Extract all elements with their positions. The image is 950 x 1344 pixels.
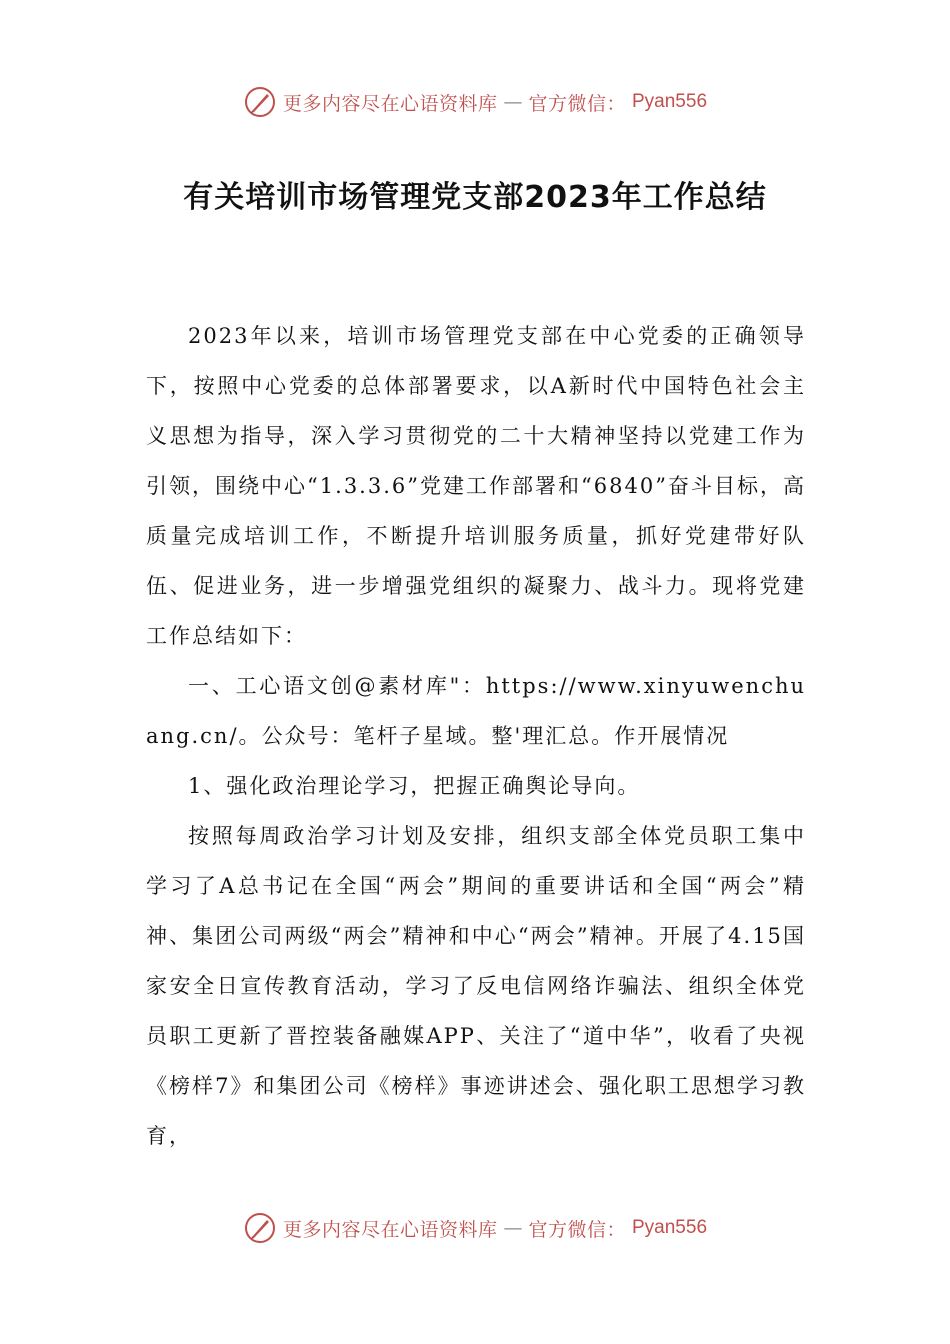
watermark-text: 更多内容尽在心语资料库 (282, 1218, 498, 1241)
watermark-wechat-id: Pyan556 (632, 1217, 708, 1238)
watermark-header (0, 82, 950, 122)
watermark-text: 更多内容尽在心语资料库 (282, 92, 498, 115)
paragraph-subheading: 1、强化政治理论学习，把握正确舆论导向。 (188, 774, 641, 798)
watermark-wechat-id: Pyan556 (632, 91, 708, 112)
watermark-label: 官方微信： (528, 92, 626, 115)
watermark-footer (0, 1208, 950, 1248)
quill-logo-icon (243, 85, 277, 119)
document-body (146, 311, 806, 1161)
watermark-separator: — (503, 1217, 523, 1239)
paragraph-study-details: 按照每周政治学习计划及安排，组织支部全体党员职工集中学习了A总书记在全国“两会”期间的重要讲话和全国“两会”精神、集团公司两级“两会”精神和中心“两会”精神。开展了4.15国家安全日宣传教育活动，学习了反电信网络诈骗法、组织全体党员职工更新了晋控装备融媒APP、关注了“道中华”，收看了央视《榜样7》和集团公司《榜样》事迹讲述会、强化职工思想学习教育， (146, 824, 806, 1148)
page-title: 有关培训市场管理党支部2023年工作总结 (183, 180, 767, 215)
paragraph-intro: 2023年以来，培训市场管理党支部在中心党委的正确领导下，按照中心党委的总体部署要求，以A新时代中国特色社会主义思想为指导，深入学习贯彻党的二十大精神坚持以党建工作为引领，围绕中心“1.3.3.6”党建工作部署和“6840”奋斗目标，高质量完成培训工作，不断提升培训服务质量，抓好党建带好队伍、促进业务，进一步增强党组织的凝聚力、战斗力。现将党建工作总结如下： (146, 324, 806, 648)
watermark-label: 官方微信： (528, 1218, 626, 1241)
watermark-separator: — (503, 91, 523, 113)
quill-logo-icon (243, 1211, 277, 1245)
paragraph-section-heading: 一、工心语文创@素材库"：https://www.xinyuwenchuang.cn/。公众号：笔杆子星域。整'理汇总。作开展情况 (146, 674, 806, 748)
